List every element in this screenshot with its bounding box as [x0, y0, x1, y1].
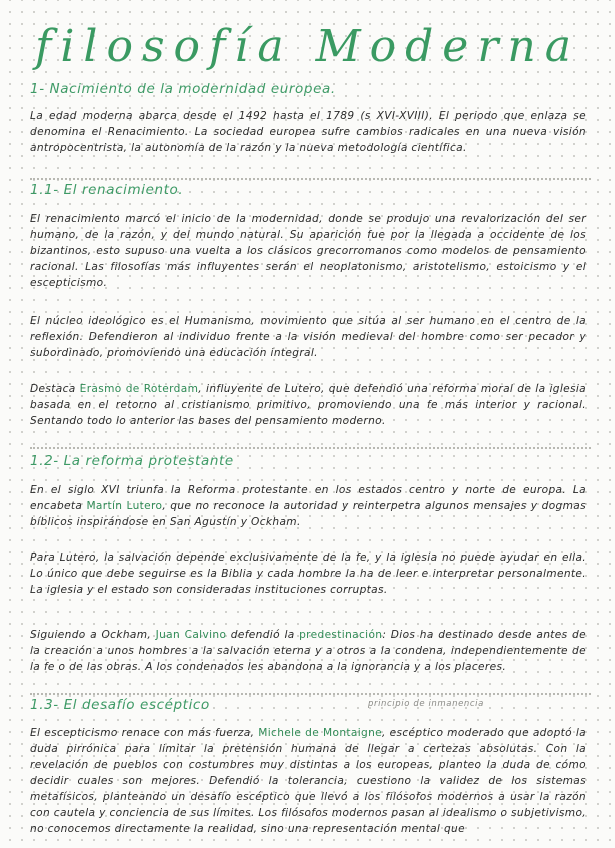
paragraph-text: El renacimiento marcó el inicio de la modernidad, donde se produjo una revalorización del ser humano, de la razón, y del mundo natural. Su aparición fue por la llegada a occidente de los bizantinos, esto supuso una vuelta a los clásicos grecorromanos como modelos de pensamiento racional. Las filosofías más influyentes serán el neoplatonismo, aristotelismo, estoicismo y el escepticismo.	[30, 213, 586, 289]
margin-note: principio de inmanencia	[368, 699, 484, 709]
paragraph-renacimiento	[30, 211, 586, 291]
dotted-divider	[30, 693, 591, 695]
dotted-divider	[30, 178, 591, 180]
text-segment: , escéptico moderado que adoptó la duda pirrónica para limitar la pretensión humana de llegar a certezas absolutas. Con la revelación de pueblos con costumbres muy distintas a los europeas, planteo la duda de cómo decidir cuales son mejores. Defendió la tolerancia, cuestiono la validez de los sistemas metafísicos, planteando un desafío escéptico que llevó a los filósofos modernos a usar la razón con cautela y conciencia de sus límites. Los filósofos modernos pasan al idealismo o subjetivismo, no conocemos directamente la realidad, sino una representación mental que	[30, 727, 586, 835]
heading-reforma: 1.2- La reforma protestante	[30, 453, 234, 469]
text-segment: , influyente de Lutero, que defendió una reforma moral de la iglesia basada en el retorno al cristianismo primitivo, promoviendo una fe más interior y racional. Sentando todo lo anterior las bases del pensamiento moderno.	[30, 383, 586, 427]
paragraph-calvino	[30, 627, 586, 675]
paragraph-text	[30, 725, 586, 837]
text-segment: : Dios ha destinado desde antes de la creación a unos hombres a la salvación eterna y a otros a la condena, independientemente de la fe o de las obras. A los condenados les abandona a la ignorancia y a los placeres.	[30, 629, 586, 673]
page-title: filosofía Moderna	[35, 21, 580, 72]
paragraph-text	[30, 381, 586, 429]
paragraph-humanismo	[30, 313, 586, 361]
highlight-calvino: Juan Calvino	[155, 629, 227, 641]
paragraph-escepticismo	[30, 725, 586, 837]
text-segment: El escepticismo renace con más fuerza,	[30, 727, 259, 739]
paragraph-text: Para Lutero, la salvación depende exclusivamente de la fe, y la iglesia no puede ayudar en ella. Lo único que debe seguirse es la Biblia y cada hombre la ha de leer e interpretar personalmente. La iglesia y el estado son consideradas instituciones corruptas.	[30, 552, 586, 596]
highlight-predestinacion: predestinación	[299, 629, 383, 641]
paragraph-salvacion	[30, 550, 586, 598]
highlight-erasmo: Erasmo de Roterdam	[79, 383, 199, 395]
heading-renacimiento: 1.1- El renacimiento.	[30, 182, 184, 198]
text-segment: En el siglo XVI triunfa la Reforma protestante en los estados centro y norte de europa. La encabeta	[30, 484, 586, 512]
text-segment: Destaca	[30, 383, 80, 395]
paragraph-edad-moderna	[30, 108, 586, 156]
text-segment: , que no reconoce la autoridad y reinterpetra algunos mensajes y dogmas bíblicos inspirándose en San Agustín y Ockham.	[30, 500, 586, 528]
heading-desafio: 1.3- El desafío escéptico	[30, 697, 210, 713]
paragraph-text: La edad moderna abarca desde el 1492 hasta el 1789 (s XVI-XVIII). El periodo que enlaza se denomina el Renacimiento. La sociedad europea sufre cambios radicales en una nueva visión antropocentrista, la autonomía de la razón y la nueva metodología científica.	[30, 110, 586, 154]
text-segment: Siguiendo a Ockham,	[30, 629, 156, 641]
paragraph-text	[30, 482, 586, 530]
paragraph-erasmo	[30, 381, 586, 429]
paragraph-text	[30, 627, 586, 675]
dotted-divider	[30, 447, 591, 449]
text-segment: defendió la	[226, 629, 300, 641]
highlight-montaigne: Michele de Montaigne	[258, 727, 383, 739]
paragraph-text: El núcleo ideológico es el Humanismo, movimiento que sitúa al ser humano en el centro de la reflexión. Defendieron al individuo frente a la visión medieval del hombre como ser pecador y subordinado, promoviendo una educación integral.	[30, 315, 586, 359]
heading-nacimiento: 1- Nacimiento de la modernidad europea.	[30, 81, 336, 97]
paragraph-reforma	[30, 482, 586, 530]
highlight-lutero: Martín Lutero	[86, 500, 163, 512]
